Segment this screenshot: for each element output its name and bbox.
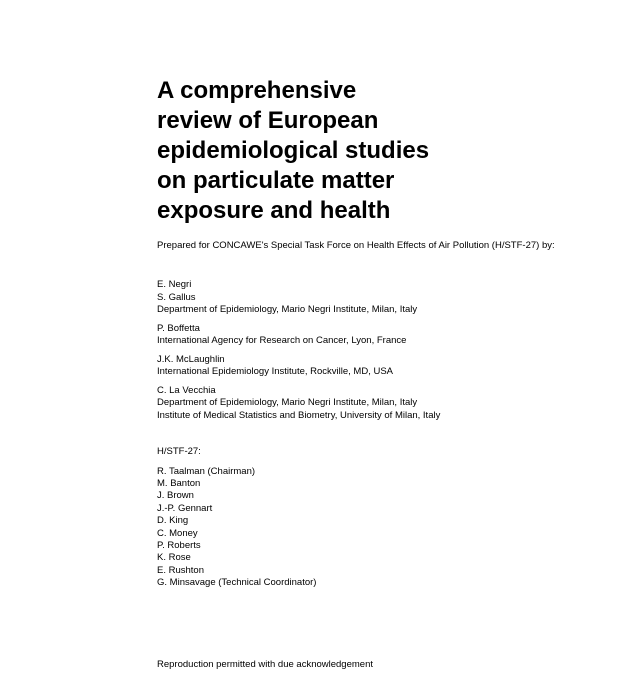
author-group xyxy=(157,354,577,379)
author-affiliation: Institute of Medical Statistics and Biometry, University of Milan, Italy xyxy=(157,409,441,421)
member-name: E. Rushton xyxy=(157,564,204,576)
title-line: on particulate matter xyxy=(157,167,395,194)
author-name: C. La Vecchia xyxy=(157,384,216,396)
author-name: P. Boffetta xyxy=(157,322,200,334)
task-force-members xyxy=(157,466,577,590)
author-name: J.K. McLaughlin xyxy=(157,353,225,365)
member-name: M. Banton xyxy=(157,477,201,489)
member-name: J.-P. Gennart xyxy=(157,502,213,514)
title-line: exposure and health xyxy=(157,197,391,224)
member-name: G. Minsavage (Technical Coordinator) xyxy=(157,577,317,589)
member-name: P. Roberts xyxy=(157,539,201,551)
member-name: R. Taalman (Chairman) xyxy=(157,465,256,477)
authors-section xyxy=(157,279,577,428)
author-group xyxy=(157,279,577,317)
task-force-section xyxy=(157,446,577,590)
member-name: C. Money xyxy=(157,527,198,539)
author-affiliation: Department of Epidemiology, Mario Negri Institute, Milan, Italy xyxy=(157,397,418,408)
author-group xyxy=(157,323,577,348)
title-line: epidemiological studies xyxy=(157,137,430,164)
member-name: J. Brown xyxy=(157,490,194,502)
author-affiliation: Department of Epidemiology, Mario Negri Institute, Milan, Italy xyxy=(157,304,418,315)
report-title xyxy=(157,76,577,226)
author-group xyxy=(157,385,577,423)
prepared-for-statement: Prepared for CONCAWE's Special Task Force on Health Effects of Air Pollution (H/STF-27) by: xyxy=(157,240,555,251)
author-name: S. Gallus xyxy=(157,291,196,303)
title-line: review of European xyxy=(157,107,379,134)
reproduction-notice: Reproduction permitted with due acknowledgement xyxy=(157,659,373,670)
member-name: D. King xyxy=(157,515,189,527)
title-line: A comprehensive xyxy=(157,77,357,104)
author-name: E. Negri xyxy=(157,279,192,290)
task-force-heading: H/STF-27: xyxy=(157,446,201,457)
author-affiliation: International Epidemiology Institute, Rockville, MD, USA xyxy=(157,366,394,377)
member-name: K. Rose xyxy=(157,552,191,564)
author-affiliation: International Agency for Research on Cancer, Lyon, France xyxy=(157,335,407,346)
